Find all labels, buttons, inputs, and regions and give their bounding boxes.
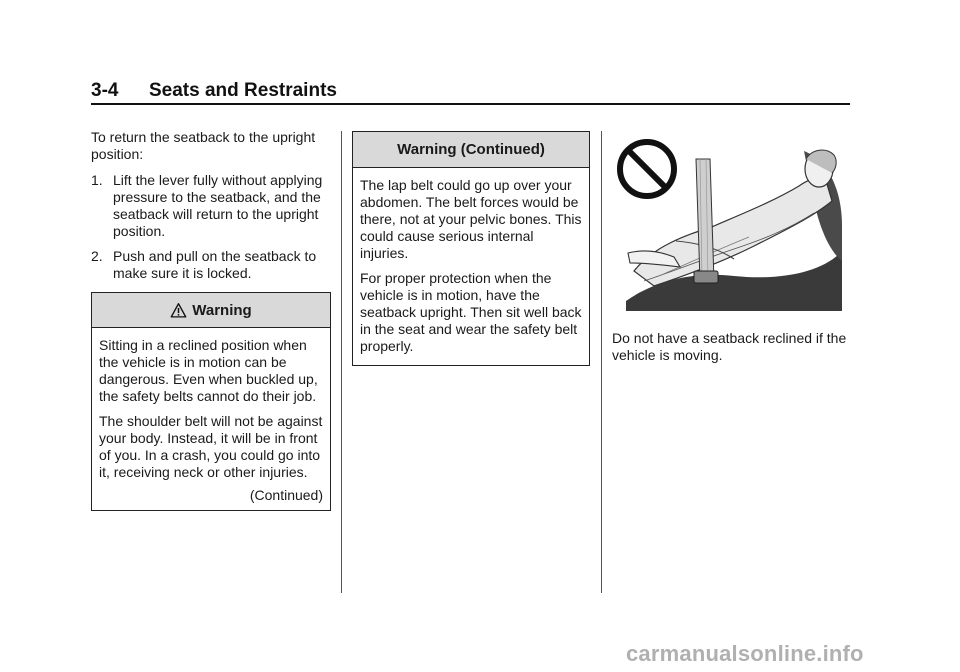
intro-text: To return the seatback to the upright position: <box>91 129 316 162</box>
step-text: Lift the lever fully without applying pressure to the seatback, and the seatback will return to the upright position. <box>113 172 323 239</box>
reclined-seat-illustration <box>614 131 842 311</box>
warning-paragraph: The shoulder belt will not be against your body. Instead, it will be in front of you. In a crash, you could go into it, receiving neck or other injuries. <box>99 413 323 480</box>
column-divider <box>601 131 602 593</box>
watermark: carmanualsonline.info <box>626 641 864 666</box>
step-number: 1. <box>91 172 103 188</box>
section-title: Seats and Restraints <box>149 80 337 101</box>
step-number: 2. <box>91 248 103 264</box>
column-divider <box>341 131 342 593</box>
section-number: 3-4 <box>91 80 119 101</box>
warning-box-continued <box>352 131 590 366</box>
warning-body <box>92 328 330 510</box>
column-1 <box>91 129 331 511</box>
warning-header <box>92 293 330 328</box>
warning-paragraph: The lap belt could go up over your abdomen. The belt forces would be there, not at your pelvic bones. This could cause serious internal injuries. <box>360 177 582 261</box>
warning-title: Warning (Continued) <box>397 141 545 158</box>
step-text: Push and pull on the seatback to make sure it is locked. <box>113 248 317 281</box>
column-2 <box>352 131 590 366</box>
warning-title: Warning <box>192 301 252 319</box>
warning-triangle-icon <box>170 302 187 319</box>
warning-body <box>353 168 589 365</box>
warning-header <box>353 132 589 168</box>
column-3 <box>612 131 852 373</box>
step-item <box>91 172 331 240</box>
warning-paragraph: For proper protection when the vehicle is in motion, have the seatback upright. Then sit well back in the seat and wear the safety belt properly. <box>360 270 582 354</box>
illustration-caption: Do not have a seatback reclined if the vehicle is moving. <box>612 330 847 363</box>
warning-paragraph: Sitting in a reclined position when the vehicle is in motion can be dangerous. Even when buckled up, the safety belts cannot do their job. <box>99 337 318 404</box>
warning-box <box>91 292 331 511</box>
header-rule <box>91 103 850 105</box>
step-item <box>91 248 331 282</box>
page-header <box>91 80 850 102</box>
step-list <box>91 172 331 282</box>
continued-label: (Continued) <box>249 487 323 503</box>
